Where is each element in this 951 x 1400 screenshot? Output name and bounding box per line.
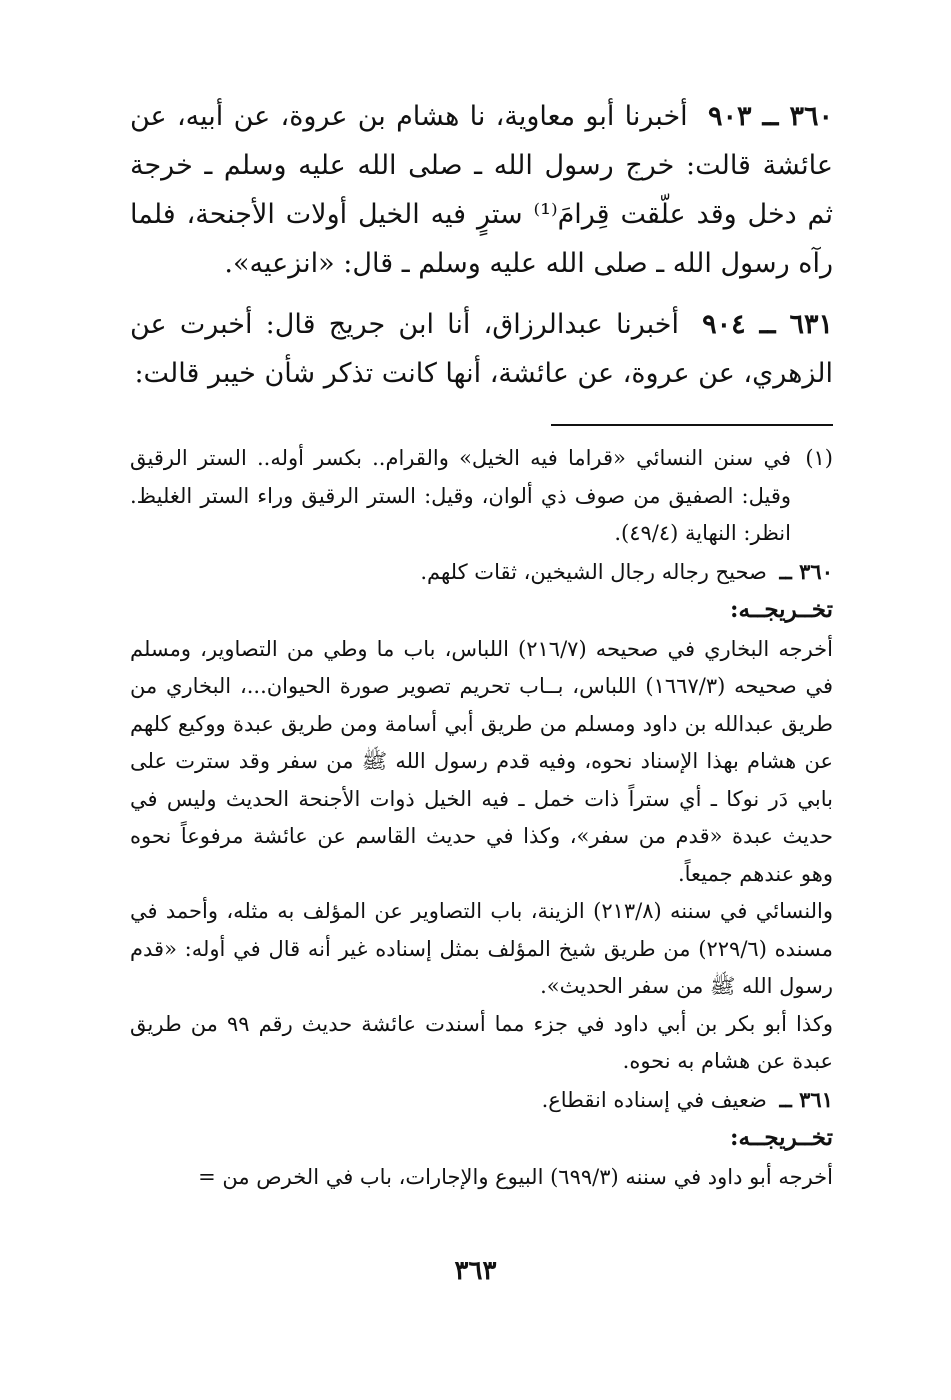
- note-360: [130, 553, 833, 1081]
- footnote-marker: (١): [805, 446, 833, 470]
- hadith-904: [130, 300, 833, 398]
- main-text: [130, 92, 833, 410]
- hadith-text: أخبرنا أبو معاوية، نا هشام بن عروة، عن أبيه، عن عائشة قالت: خرج رسول الله ـ صلى الله عليه وسلم ـ خرجة ثم دخل وقد علّقت قِرامَ⁽¹⁾ سترٍ فيه الخيل أولات الأجنحة، فلما رآه رسول الله ـ صلى الله عليه وسلم ـ قال: «انزعيه».: [130, 101, 833, 279]
- hadith-903: [130, 92, 833, 288]
- hadith-text: أخبرنا عبدالرزاق، أنا ابن جريج قال: أخبرت عن الزهري، عن عروة، عن عائشة، أنها كانت تذكر شأن خيبر قالت:: [130, 309, 833, 389]
- takhrij-paragraph: أخرجه البخاري في صحيحه (٢١٦/٧) اللباس، باب ما وطي من التصاوير، ومسلم في صحيحه (١٦٦٧/٣) اللباس، بــاب تحريم تصوير صورة الحيوان...، البخاري من طريق عبدالله بن داود ومسلم من طريق أبي أسامة ومن طريق عبدة ووكيع كلهم عن هشام بهذا الإسناد نحوه، وفيه قدم رسول الله ﷺ من سفر وقد سترت على بابي دَر نوكا ـ أي ستراً ذات خمل ـ فيه الخيل ذوات الأجنحة الحديث وليس في حديث عبدة «قدم من سفر»، وكذا في حديث القاسم عن عائشة مرفوعاً نحوه وهو عندهم جميعاً.: [130, 636, 833, 886]
- takhrij-paragraph: وكذا أبو بكر بن أبي داود في جزء مما أسندت عائشة حديث رقم ٩٩ من طريق عبدة عن هشام به نحوه.: [130, 1011, 834, 1073]
- footnotes-section: [130, 440, 833, 1196]
- note-grade-line: [130, 1081, 833, 1120]
- takhrij-heading: تخــريجــه:: [730, 1124, 833, 1151]
- footnote-text: في سنن النسائي «قراما فيه الخيل» والقرام.. بكسر أوله.. الستر الرقيق وقيل: الصفيق من صوف ذي ألوان، وقيل: الستر الرقيق وراء الستر الغليظ. انظر: النهاية (٤٩/٤).: [130, 446, 791, 545]
- hadith-number: ٦٣١ ــ ٩٠٤: [702, 309, 833, 340]
- page-number: ٣٦٣: [454, 1256, 497, 1286]
- footnote-divider: [551, 424, 833, 426]
- note-grade: صحيح رجاله رجال الشيخين، ثقات كلهم.: [420, 559, 767, 584]
- note-number: ٣٦١ ــ: [779, 1086, 833, 1112]
- takhrij-heading: تخــريجــه:: [730, 596, 833, 623]
- note-number: ٣٦٠ ــ: [779, 558, 833, 584]
- note-grade-line: [130, 553, 833, 592]
- note-361: [130, 1081, 833, 1197]
- takhrij-paragraph: والنسائي في سننه (٢١٣/٨) الزينة، باب التصاوير عن المؤلف به مثله، وأحمد في مسنده (٢٢٩/٦) من طريق شيخ المؤلف بمثل إسناده غير أنه قال في أوله: «قدم رسول الله ﷺ من سفر الحديث».: [130, 899, 834, 998]
- note-grade: ضعيف في إسناده انقطاع.: [541, 1087, 767, 1112]
- hadith-number: ٣٦٠ ــ ٩٠٣: [707, 101, 833, 132]
- footnote-1: [130, 440, 833, 553]
- takhrij-paragraph: أخرجه أبو داود في سننه (٦٩٩/٣) البيوع والإجارات، باب في الخرص من =: [198, 1164, 833, 1189]
